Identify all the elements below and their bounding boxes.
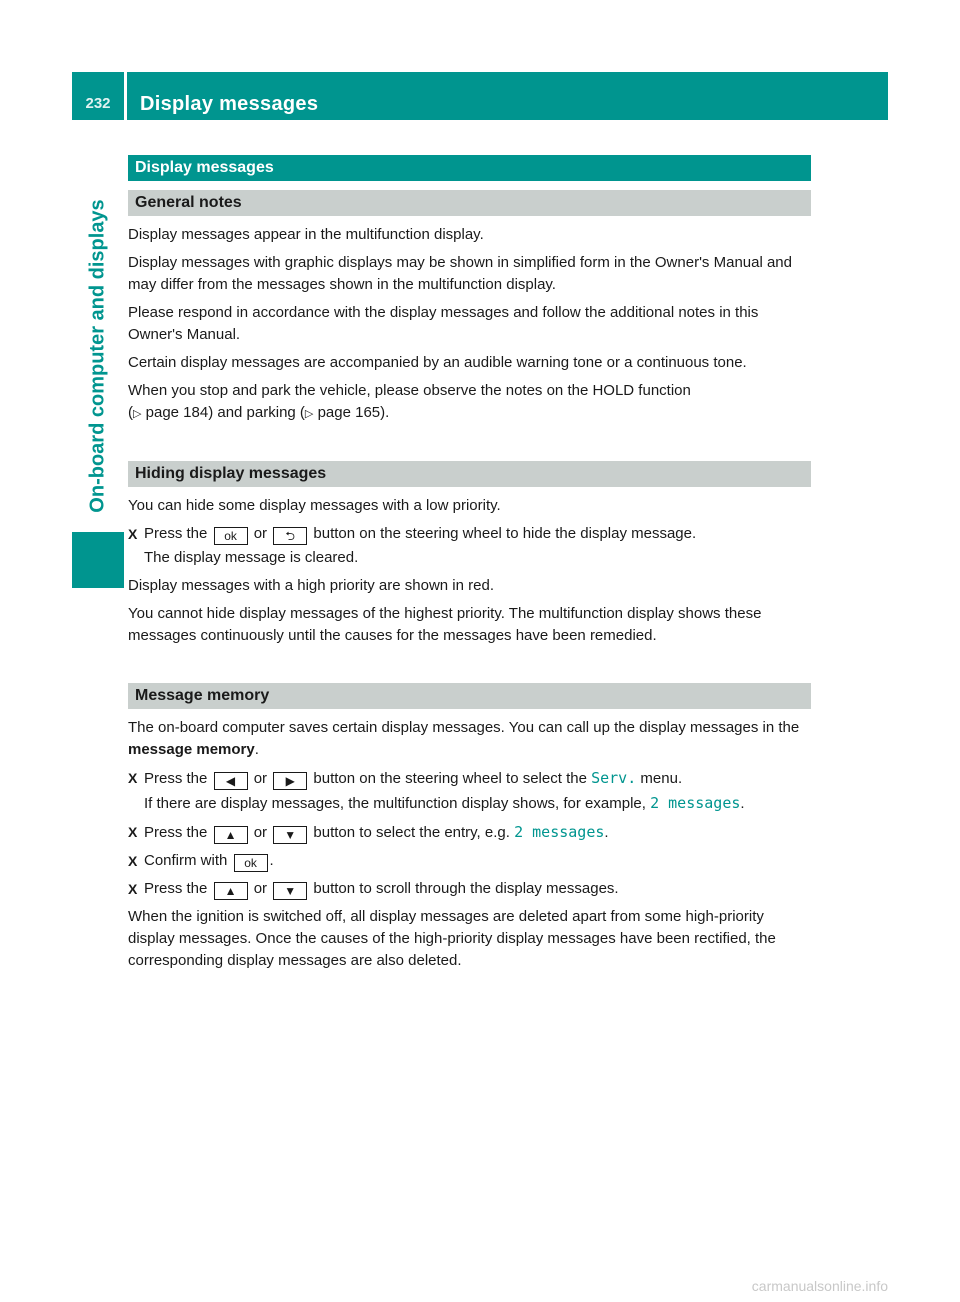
subheading-message-memory: Message memory <box>128 683 811 709</box>
paragraph: The on-board computer saves certain display messages. You can call up the display messages in the message memory. <box>128 719 800 758</box>
instruction-step: X Confirm with ok . <box>128 850 811 872</box>
side-tab-label: On-board computer and displays <box>86 199 109 513</box>
paragraph: Display messages with graphic displays may be shown in simplified form in the Owner's Manual and may differ from the messages shown in the multifunction display. <box>128 254 792 293</box>
paragraph: You can hide some display messages with a low priority. <box>128 497 501 514</box>
page-ref-arrow-icon: ▷ <box>304 408 314 420</box>
instruction-step: X Press the ▲ or ▼ button to select the entry, e.g. 2 messages. <box>128 821 811 844</box>
right-key-icon: ▶ <box>273 772 307 790</box>
left-key-icon: ◀ <box>214 772 248 790</box>
watermark: carmanualsonline.info <box>751 1278 888 1294</box>
page-title: Display messages <box>140 93 319 115</box>
paragraph: Certain display messages are accompanied by an audible warning tone or a continuous tone. <box>128 354 747 371</box>
section-heading: Display messages <box>128 155 811 181</box>
back-key-icon: ⮌ <box>273 527 307 545</box>
up-key-icon: ▲ <box>214 826 248 844</box>
down-key-icon: ▼ <box>273 826 307 844</box>
ok-key-icon: ok <box>234 854 268 872</box>
header-divider <box>124 72 127 120</box>
down-key-icon: ▼ <box>273 882 307 900</box>
paragraph: When you stop and park the vehicle, please observe the notes on the HOLD function (▷ page 184) and parking (▷ page 165). <box>128 382 691 421</box>
subheading-hiding-display-messages: Hiding display messages <box>128 461 811 487</box>
paragraph: When the ignition is switched off, all display messages are deleted apart from some high-priority display messages. Once the causes of the high-priority display messages have been rectified, the corresponding display messages are also deleted. <box>128 908 776 969</box>
display-text-serv: Serv. <box>591 769 637 787</box>
page-content <box>128 155 811 978</box>
paragraph: Please respond in accordance with the display messages and follow the additional notes in this Owner's Manual. <box>128 304 759 343</box>
paragraph: You cannot hide display messages of the highest priority. The multifunction display shows these messages continuously until the causes for the messages have been remedied. <box>128 605 762 644</box>
side-tab-marker <box>72 532 124 588</box>
instruction-step: X Press the ▲ or ▼ button to scroll through the display messages. <box>128 878 811 900</box>
instruction-step: X Press the ◀ or ▶ button on the steering wheel to select the Serv. menu. <box>128 767 811 790</box>
instruction-step: X Press the ok or ⮌ button on the steering wheel to hide the display message. <box>128 523 811 545</box>
display-text-messages: 2 messages <box>514 823 605 841</box>
step-result: If there are display messages, the multifunction display shows, for example, 2 messages. <box>144 794 745 812</box>
page-ref-arrow-icon: ▷ <box>133 408 142 420</box>
ok-key-icon: ok <box>214 527 248 545</box>
page-number: 232 <box>85 95 111 112</box>
up-key-icon: ▲ <box>214 882 248 900</box>
paragraph: Display messages with a high priority are shown in red. <box>128 577 494 594</box>
paragraph: Display messages appear in the multifunction display. <box>128 226 484 243</box>
display-text-messages: 2 messages <box>650 794 741 812</box>
subheading-general-notes: General notes <box>128 190 811 216</box>
step-result: The display message is cleared. <box>144 549 359 566</box>
